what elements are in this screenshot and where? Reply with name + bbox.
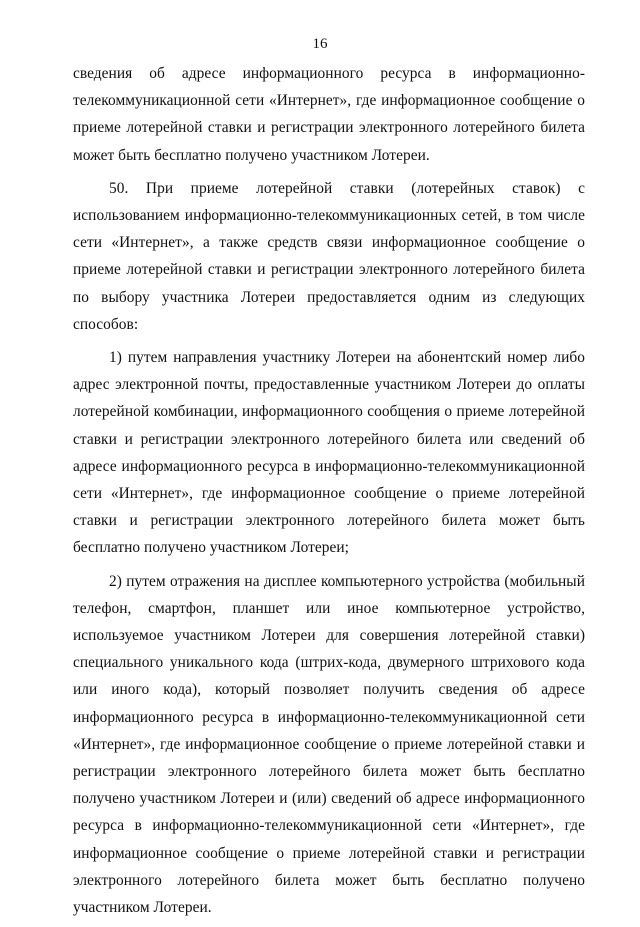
paragraph-item-50: 50. При приеме лотерейной ставки (лотерейных ставок) с использованием информационно-телекоммуникационных сетей, в том числе сети «Интернет», а также средств связи информационное сообщение о приеме лотерейной ставки и регистрации электронного лотерейного билета по выбору участника Лотереи предоставляется одним из следующих способов: <box>73 179 585 333</box>
document-body <box>73 60 585 927</box>
paragraph-continuation: сведения об адресе информационного ресурса в информационно-телекоммуникационной сети «Интернет», где информационное сообщение о приеме лотерейной ставки и регистрации электронного лотерейного билета может быть бесплатно получено участником Лотереи. <box>73 65 585 164</box>
page-number: 16 <box>312 36 328 52</box>
paragraph-subitem-2: 2) путем отражения на дисплее компьютерного устройства (мобильный телефон, смартфон, планшет или иное компьютерное устройство, используемое участником Лотереи для совершения лотерейной ставки) специального уникального кода (штрих-кода, двумерного штрихового кода или иного кода), который позволяет получить сведения об адресе информационного ресурса в информационно-телекоммуникационной сети «Интернет», где информационное сообщение о приеме лотерейной ставки и регистрации электронного лотерейного билета может быть бесплатно получено участником Лотереи и (или) сведений об адресе информационного ресурса в информационно-телекоммуникационной сети «Интернет», где информационное сообщение о приеме лотерейной ставки и регистрации электронного лотерейного билета может быть бесплатно получено участником Лотереи. <box>73 572 585 917</box>
paragraph-subitem-1: 1) путем направления участнику Лотереи на абонентский номер либо адрес электронной почты, предоставленные участником Лотереи до оплаты лотерейной комбинации, информационного сообщения о приеме лотерейной ставки и регистрации электронного лотерейного билета или сведений об адресе информационного ресурса в информационно-телекоммуникационной сети «Интернет», где информационное сообщение о приеме лотерейной ставки и регистрации электронного лотерейного билета может быть бесплатно получено участником Лотереи; <box>73 349 585 557</box>
